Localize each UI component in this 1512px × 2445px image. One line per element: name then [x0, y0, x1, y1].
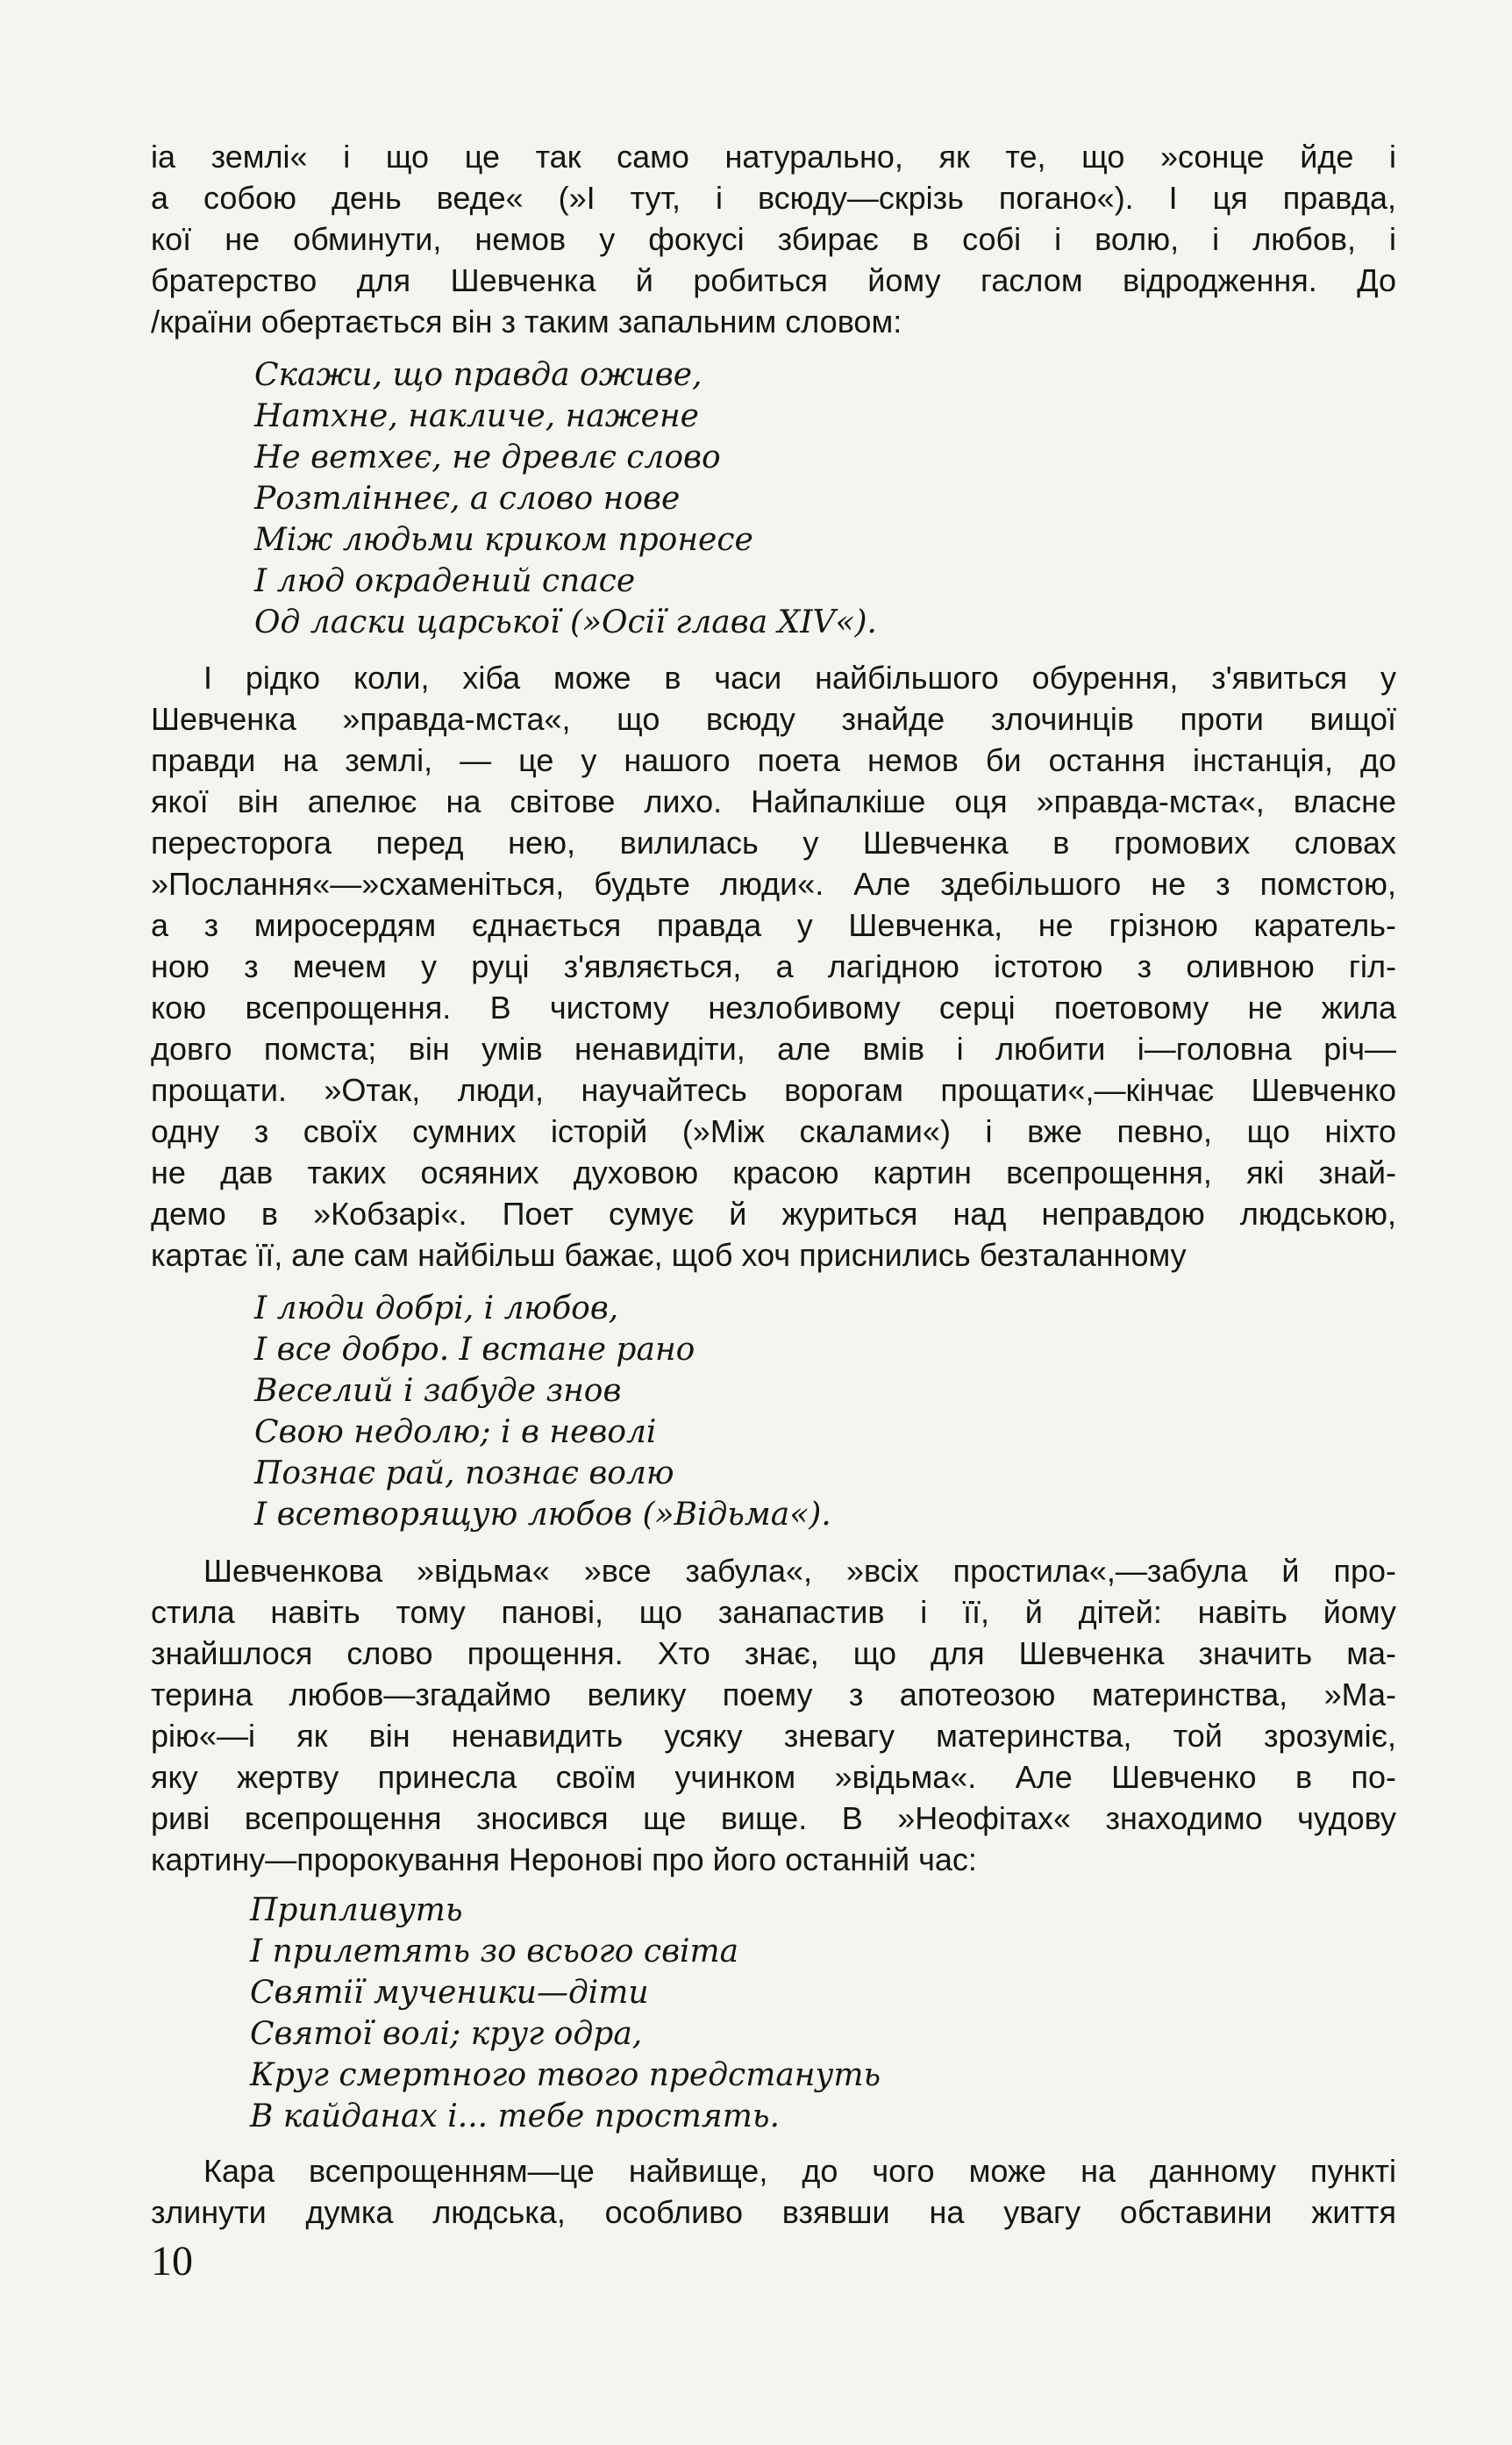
text-line: Шевченка »правда-мста«, що всюду знайде злочинців проти вищої — [151, 701, 1396, 737]
text-line: риві всепрощення зносився ще вище. В »Неофітах« знаходимо чудову — [151, 1800, 1396, 1836]
text-line: іа землі« і що це так само натурально, як те, що »сонце йде і — [151, 139, 1396, 175]
verse-line: Круг смертного твого предстануть — [250, 2057, 881, 2093]
text-line: І рідко коли, хіба може в часи найбільшого обурення, з'явиться у — [203, 660, 1396, 696]
text-line: а з миросердям єднається правда у Шевченка, не грізною каратель- — [151, 907, 1396, 943]
verse-line: Розтліннеє, а слово нове — [254, 481, 681, 517]
verse-line: Скажи, що правда оживе, — [254, 357, 703, 393]
text-line: кою всепрощення. В чистому незлобивому серці поетовому не жила — [151, 990, 1396, 1026]
text-line: Кара всепрощенням—це найвище, до чого може на данному пункті — [203, 2153, 1396, 2189]
text-line: ною з мечем у руці з'являється, а лагідною істотою з оливною гіл- — [151, 948, 1396, 984]
verse-line: Свою недолю; і в неволі — [254, 1414, 657, 1450]
verse-line: І все добро. І встане рано — [254, 1332, 695, 1368]
text-line: яку жертву принесла своїм учинком »відьма«. Але Шевченко в по- — [151, 1759, 1396, 1795]
text-line: братерство для Шевченка й робиться йому гаслом відродження. До — [151, 262, 1396, 298]
text-line: терина любов—згадаймо велику поему з апотеозою материнства, »Ма- — [151, 1676, 1396, 1712]
verse-line: Не ветхеє, не древлє слово — [254, 440, 721, 475]
verse-line: Між людьми криком пронесе — [254, 522, 753, 558]
text-line: а собою день веде« (»І тут, і всюду—скрізь погано«). І ця правда, — [151, 180, 1396, 216]
verse-line: І прилетять зо всього світа — [250, 1934, 739, 1970]
text-line: демо в »Кобзарі«. Поет сумує й журиться над неправдою людською, — [151, 1196, 1396, 1232]
verse-line: І люди добрі, і любов, — [254, 1290, 619, 1326]
text-line: кої не обминути, немов у фокусі збирає в собі і волю, і любов, і — [151, 221, 1396, 257]
text-line: прощати. »Отак, люди, научайтесь ворогам прощати«,—кінчає Шевченко — [151, 1072, 1396, 1108]
verse-line: Веселий і забуде знов — [254, 1373, 622, 1409]
verse-line: Припливуть — [250, 1892, 463, 1928]
verse-line: І всетворящую любов (»Відьма«). — [254, 1497, 831, 1533]
text-line: картину—пророкування Неронові про його останній час: — [151, 1841, 977, 1877]
text-line: довго помста; він умів ненавидіти, але вмів і любити і—головна річ— — [151, 1031, 1396, 1067]
verse-line: В кайданах і... тебе простять. — [250, 2098, 780, 2134]
text-line: рію«—і як він ненавидить усяку зневагу материнства, той зрозуміє, — [151, 1718, 1396, 1754]
text-line: якої він апелює на світове лихо. Найпалкіше оця »правда-мста«, власне — [151, 783, 1396, 819]
verse-line: Святії мученики—діти — [250, 1975, 649, 2011]
text-line: »Послання«—»схаменіться, будьте люди«. Але здебільшого не з помстою, — [151, 866, 1396, 902]
text-line: Шевченкова »відьма« »все забула«, »всіх простила«,—забула й про- — [203, 1553, 1396, 1589]
text-line: знайшлося слово прощення. Хто знає, що для Шевченка значить ма- — [151, 1635, 1396, 1671]
text-line: картає її, але сам найбільш бажає, щоб хоч приснились безталанному — [151, 1237, 1187, 1273]
text-line: пересторога перед нею, вилилась у Шевченка в громових словах — [151, 825, 1396, 861]
verse-line: Святої волі; круг одра, — [250, 2016, 643, 2052]
verse-line: Натхне, накличе, нажене — [254, 398, 699, 434]
text-line: одну з своїх сумних історій (»Між скалами«) і вже певно, що ніхто — [151, 1113, 1396, 1149]
verse-line: Од ласки царської (»Осії глава XIV«). — [254, 604, 877, 640]
text-line: правди на землі, — це у нашого поета немов би остання інстанція, до — [151, 742, 1396, 778]
text-line: злинути думка людська, особливо взявши на увагу обставини життя — [151, 2194, 1396, 2230]
text-line: стила навіть тому панові, що занапастив і її, й дітей: навіть йому — [151, 1594, 1396, 1630]
page-number: 10 — [151, 2238, 193, 2284]
text-line: не дав таких осяяних духовою красою картин всепрощення, які знай- — [151, 1155, 1396, 1190]
verse-line: Познає рай, познає волю — [254, 1455, 674, 1491]
verse-line: І люд окрадений спасе — [254, 563, 636, 599]
text-line: /країни обертається він з таким запальним словом: — [151, 304, 902, 340]
